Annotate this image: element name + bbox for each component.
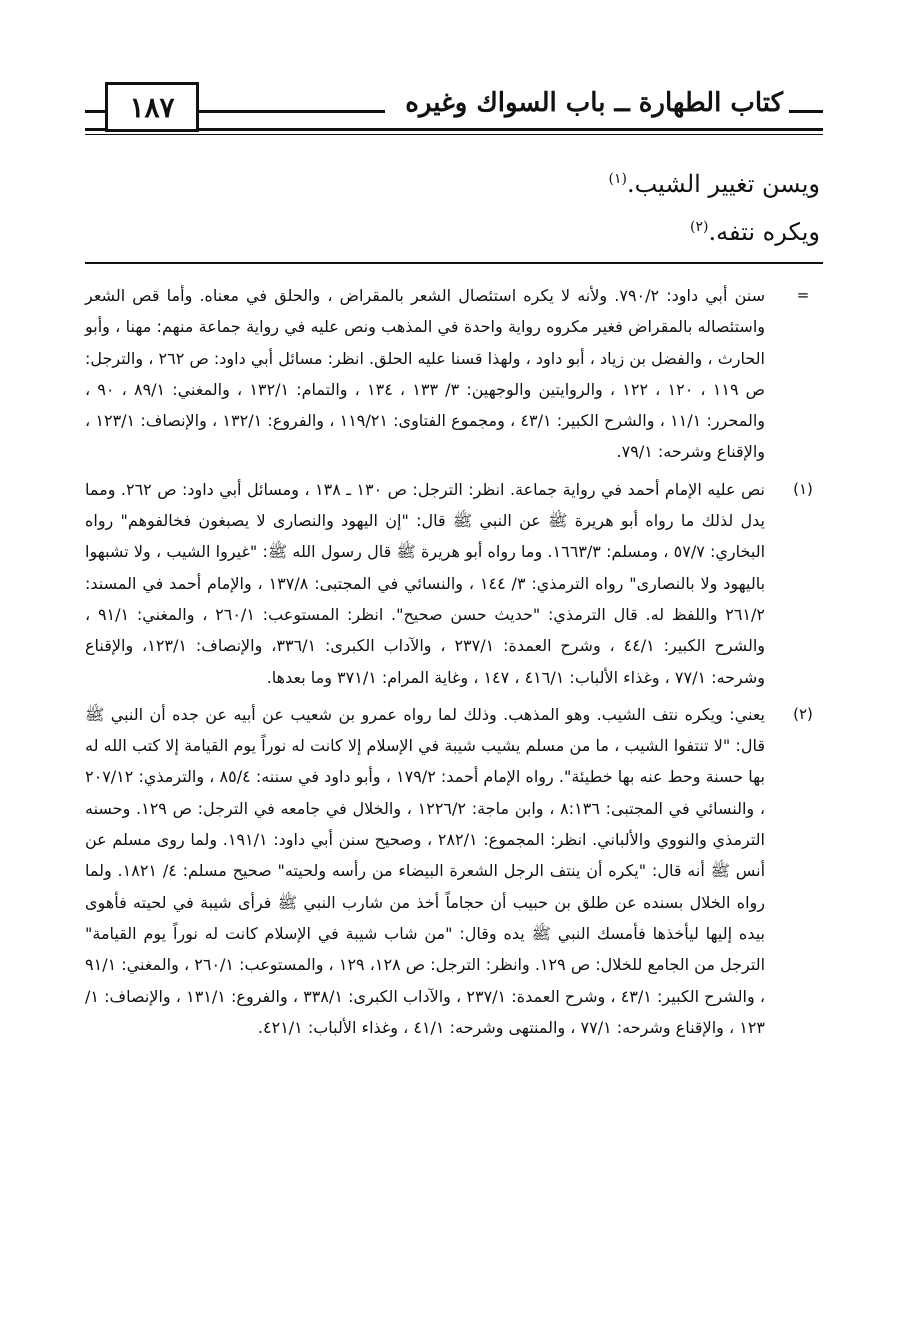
main-line-2	[90, 208, 820, 256]
header-dash	[789, 110, 823, 113]
main-line-1-text: ويسن تغيير الشيب.	[626, 170, 820, 198]
footnote-ref-1[interactable]: (١)	[608, 171, 627, 187]
footnote-marker: (١)	[793, 479, 813, 498]
footnote-separator	[85, 262, 823, 264]
footnote-text: يعني: ويكره نتف الشيب. وهو المذهب. وذلك لما رواه عمرو بن شعيب عن أبيه عن جده أن النبي ﷺ قال: "لا تنتفوا الشيب ، ما من مسلم يشيب شيبة في الإسلام إلا كانت له نوراً يوم القيامة إلا كتب الله له بها حسنة وحط عنه بها خطيئة". رواه الإمام أحمد: ١٧٩/٢ ، وأبو داود في سننه: ٨٥/٤ ، والترمذي: ٢٠٧/١٢ ، والنسائي في المجتبى: ٨:١٣٦ ، وابن ماجة: ١٢٢٦/٢ ، والخلال في جامعه في الترجل: ص ١٢٩. وحسنه الترمذي والنووي والألباني. انظر: المجموع: ٢٨٢/١ ، وصحيح سنن أبي داود: ١٩١/١. ولما روى مسلم عن أنس ﷺ أنه قال: "يكره أن ينتف الرجل الشعرة البيضاء من رأسه ولحيته" صحيح مسلم: ٤/ ١٨٢١. ولما رواه الخلال بسنده عن طلق بن حبيب أن حجاماً أخذ من شارب النبي ﷺ فرأى شيبة في لحيته فأهوى بيده إليها ليأخذها فأمسك النبي ﷺ يده وقال: "من شاب شيبة في الإسلام كانت له نوراً يوم القيامة" الترجل من الجامع للخلال: ص ١٢٩. وانظر: الترجل: ص ١٢٨، ١٢٩ ، والمستوعب: ٢٦٠/١ ، والمغني: ٩١/١ ، والشرح الكبير: ٤٣/١ ، وشرح العمدة: ٢٣٧/١ ، والآداب الكبرى: ٣٣٨/١ ، والفروع: ١٣١/١ ، والإنصاف: ١/ ١٢٣ ، والإقناع وشرحه: ٧٧/١ ، والمنتهى وشرحه: ٤١/١ ، وغذاء الألباب: ٤٢١/١.	[85, 704, 766, 1037]
page-header	[85, 82, 823, 142]
footnote-2	[85, 699, 823, 1043]
footnote-text: سنن أبي داود: ٧٩٠/٢. ولأنه لا يكره استئصال الشعر بالمقراض ، والحلق في معناه. وأما قص الشعر واستئصاله بالمقراض فغير مكروه رواية واحدة في المذهب ونص عليه في رواية جماعة منهم: مهنا ، وأبو الحارث ، والفضل بن زياد ، أبو داود ، ولهذا قسنا عليه الحلق. انظر: مسائل أبي داود: ص ٢٦٢ ، والترجل: ص ١١٩ ، ١٢٠ ، ١٢٢ ، والروايتين والوجهين: ٣/ ١٣٣ ، ١٣٤ ، والتمام: ١٣٢/١ ، والمغني: ٨٩/١ ، ٩٠ ، والمحرر: ١١/١ ، والشرح الكبير: ٤٣/١ ، ومجموع الفتاوى: ١١٩/٢١ ، والفروع: ١٣٢/١ ، والإنصاف: ١٢٣/١ ، والإقناع وشرحه: ٧٩/١.	[85, 286, 766, 462]
main-text	[90, 160, 820, 256]
main-line-1	[90, 160, 820, 208]
footnote-marker: =	[796, 286, 810, 304]
footnote-continued	[85, 280, 823, 468]
footnote-text: نص عليه الإمام أحمد في رواية جماعة. انظر: الترجل: ص ١٣٠ ـ ١٣٨ ، ومسائل أبي داود: ص ٢٦٢. ومما يدل لذلك ما رواه أبو هريرة ﷺ عن النبي ﷺ قال: "إن اليهود والنصارى لا يصبغون فخالفوهم" رواه البخاري: ٥٧/٧ ، ومسلم: ١٦٦٣/٣. وما رواه أبو هريرة ﷺ قال رسول الله ﷺ: "غيروا الشيب ، ولا تشبهوا باليهود ولا بالنصارى" رواه الترمذي: ٣/ ١٤٤ ، والنسائي في المجتبى: ١٣٧/٨ ، والإمام أحمد في المسند: ٢٦١/٢ واللفظ له. قال الترمذي: "حديث حسن صحيح". انظر: المستوعب: ٢٦٠/١ ، والمغني: ٩١/١ ، والشرح الكبير: ٤٤/١ ، وشرح العمدة: ٢٣٧/١ ، والآداب الكبرى: ٣٣٦/١، والإنصاف: ١٢٣/١، والإقناع وشرحه: ٧٧/١ ، وغذاء الألباب: ٤١٦/١ ، ١٤٧ ، وغاية المرام: ٣٧١/١ وما بعدها.	[85, 479, 766, 687]
footnote-marker: (٢)	[793, 704, 813, 723]
main-line-2-text: ويكره نتفه.	[708, 218, 820, 246]
footnote-1	[85, 474, 823, 693]
header-rule-thin	[85, 134, 823, 135]
footnotes	[85, 280, 823, 1049]
page-number: ١٨٧	[105, 82, 199, 132]
footnote-ref-2[interactable]: (٢)	[690, 219, 709, 235]
chapter-title: كتاب الطهارة ــ باب السواك وغيره	[405, 88, 783, 118]
